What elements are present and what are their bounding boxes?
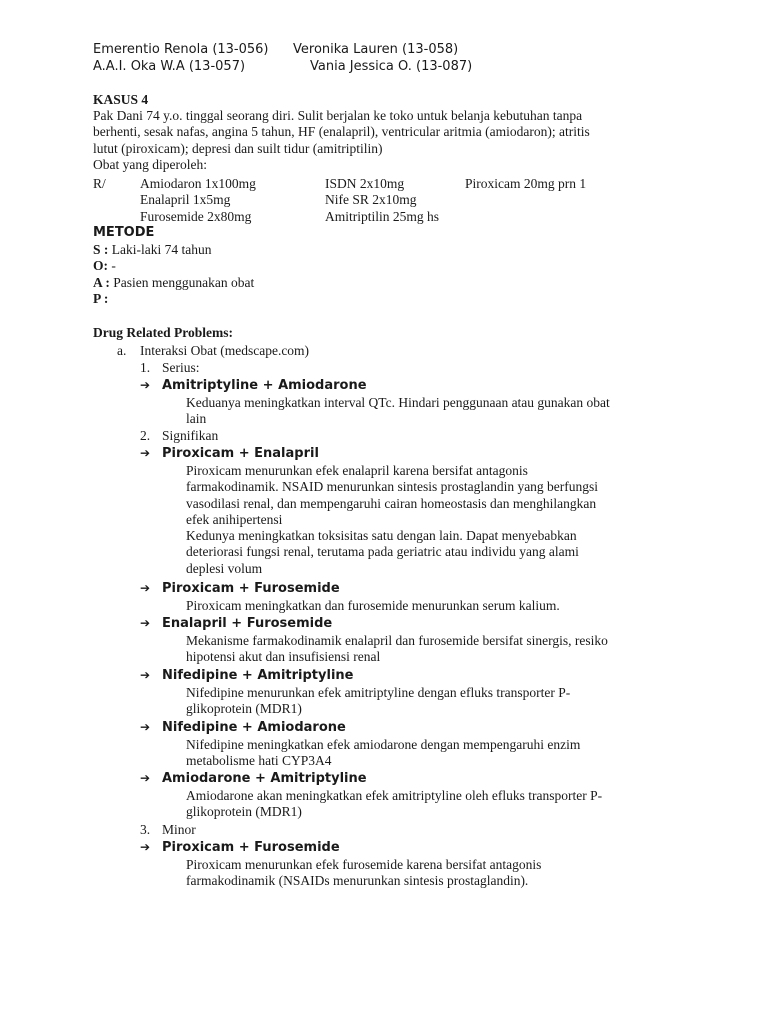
- interaction-title: Enalapril + Furosemide: [162, 616, 333, 631]
- method-o-label: O:: [93, 258, 108, 273]
- interaction-item: [140, 667, 353, 684]
- interaction-item: [140, 615, 332, 632]
- interaction-title: Nifedipine + Amitriptyline: [162, 668, 354, 683]
- level-1-marker: 1.: [140, 360, 151, 375]
- method-a: [93, 275, 254, 291]
- desc-line: hipotensi akut dan insufisiensi renal: [186, 649, 381, 665]
- interaction-item: [140, 580, 340, 597]
- arrow-right-icon: ➔: [140, 581, 151, 595]
- desc-line: vasodilasi renal, dan mempengaruhi cairan homeostasis dan menghilangkan: [186, 495, 597, 511]
- method-s: [93, 242, 212, 258]
- interaction-desc: [186, 463, 598, 577]
- desc-line: lain: [186, 411, 207, 427]
- drp-a-text: Interaksi Obat (medscape.com): [140, 343, 310, 358]
- level-2-marker: 2.: [140, 428, 151, 443]
- level-3-text: Minor: [162, 822, 196, 837]
- interaction-title: Piroxicam + Furosemide: [162, 840, 340, 855]
- method-o-text: -: [108, 258, 116, 273]
- desc-line: Piroxicam menurunkan efek furosemide karena bersifat antagonis: [186, 857, 542, 872]
- interaction-item: [140, 770, 367, 787]
- interaction-title: Piroxicam + Furosemide: [162, 581, 340, 596]
- arrow-right-icon: ➔: [140, 668, 151, 682]
- desc-line: glikoprotein (MDR1): [186, 701, 302, 717]
- desc-line: Piroxicam menurunkan efek enalapril karena bersifat antagonis: [186, 463, 528, 478]
- method-o: [93, 258, 116, 274]
- interaction-desc: [186, 598, 560, 614]
- level-3-marker: 3.: [140, 822, 151, 837]
- rx-column-1: [140, 176, 256, 225]
- case-line: Obat yang diperoleh:: [93, 156, 207, 172]
- arrow-right-icon: ➔: [140, 616, 151, 630]
- interaction-desc: [186, 395, 610, 428]
- interaction-item: [140, 377, 367, 394]
- author-1: Emerentio Renola (13-056): [93, 42, 269, 57]
- desc-line: Nifedipine menurunkan efek amitriptyline dengan efluks transporter P-: [186, 685, 571, 700]
- rx-item: Piroxicam 20mg prn 1: [465, 176, 587, 191]
- case-line: lutut (piroxicam); depresi dan suilt tidur (amitriptilin): [93, 140, 383, 156]
- desc-line: efek anihipertensi: [186, 511, 283, 527]
- interaction-item: [140, 719, 346, 736]
- author-4: Vania Jessica O. (13-087): [310, 58, 473, 74]
- author-list: [93, 42, 473, 75]
- interaction-title: Nifedipine + Amiodarone: [162, 720, 346, 735]
- drp-a-marker: a.: [117, 343, 127, 358]
- desc-line: Kedunya meningkatkan toksisitas satu dengan lain. Dapat menyebabkan: [186, 528, 577, 544]
- interaction-title: Amitriptyline + Amiodarone: [162, 378, 367, 393]
- rx-item: Amiodaron 1x100mg: [140, 176, 256, 191]
- desc-line: metabolisme hati CYP3A4: [186, 753, 332, 769]
- desc-line: farmakodinamik (NSAIDs menurunkan sintesis prostaglandin).: [186, 873, 529, 889]
- method-s-text: Laki-laki 74 tahun: [108, 242, 212, 257]
- case-paragraph: [93, 108, 590, 173]
- rx-item: Nife SR 2x10mg: [325, 192, 417, 208]
- case-line: Pak Dani 74 y.o. tinggal seorang diri. Sulit berjalan ke toko untuk belanja kebutuhan tanpa: [93, 108, 583, 123]
- rx-item: Furosemide 2x80mg: [140, 208, 252, 224]
- method-a-label: A :: [93, 275, 110, 290]
- interaction-desc: [186, 685, 570, 718]
- level-1-text: Serius:: [162, 360, 200, 375]
- arrow-right-icon: ➔: [140, 840, 151, 854]
- desc-line: Amiodarone akan meningkatkan efek amitriptyline oleh efluks transporter P-: [186, 788, 603, 803]
- desc-line: deteriorasi fungsi renal, terutama pada geriatric atau individu yang alami: [186, 544, 579, 560]
- case-title: KASUS 4: [93, 92, 149, 107]
- arrow-right-icon: ➔: [140, 720, 151, 734]
- case-line: berhenti, sesak nafas, angina 5 tahun, HF (enalapril), ventricular aritmia (amiodaron); atritis: [93, 124, 590, 140]
- method-title: METODE: [93, 225, 155, 240]
- interaction-desc: [186, 737, 580, 770]
- method-a-text: Pasien menggunakan obat: [109, 275, 255, 290]
- desc-line: glikoprotein (MDR1): [186, 804, 302, 820]
- arrow-right-icon: ➔: [140, 771, 151, 785]
- rx-label: R/: [93, 176, 106, 191]
- arrow-right-icon: ➔: [140, 378, 151, 392]
- interaction-desc: [186, 857, 541, 890]
- rx-column-2: [325, 176, 439, 225]
- drp-title: Drug Related Problems:: [93, 325, 233, 340]
- method-s-label: S :: [93, 242, 109, 257]
- interaction-item: [140, 445, 319, 462]
- arrow-right-icon: ➔: [140, 446, 151, 460]
- desc-line: Piroxicam meningkatkan dan furosemide menurunkan serum kalium.: [186, 598, 560, 613]
- interaction-desc: [186, 633, 608, 666]
- interaction-title: Piroxicam + Enalapril: [162, 446, 319, 461]
- rx-item: ISDN 2x10mg: [325, 176, 405, 191]
- desc-line: deplesi volum: [186, 560, 263, 576]
- interaction-desc: [186, 788, 602, 821]
- desc-line: Keduanya meningkatkan interval QTc. Hindari penggunaan atau gunakan obat: [186, 395, 610, 410]
- desc-line: Mekanisme farmakodinamik enalapril dan furosemide bersifat sinergis, resiko: [186, 633, 608, 648]
- rx-item: Amitriptilin 25mg hs: [325, 208, 440, 224]
- level-2-text: Signifikan: [162, 428, 219, 443]
- interaction-title: Amiodarone + Amitriptyline: [162, 771, 367, 786]
- author-3: A.A.I. Oka W.A (13-057): [93, 58, 246, 74]
- author-2: Veronika Lauren (13-058): [293, 42, 459, 57]
- desc-line: Nifedipine meningkatkan efek amiodarone dengan mempengaruhi enzim: [186, 737, 581, 752]
- rx-column-3: [465, 176, 586, 192]
- desc-line: farmakodinamik. NSAID menurunkan sintesis prostaglandin yang berfungsi: [186, 479, 599, 495]
- method-p-label: P :: [93, 291, 109, 306]
- interaction-item: [140, 839, 340, 856]
- rx-item: Enalapril 1x5mg: [140, 192, 231, 208]
